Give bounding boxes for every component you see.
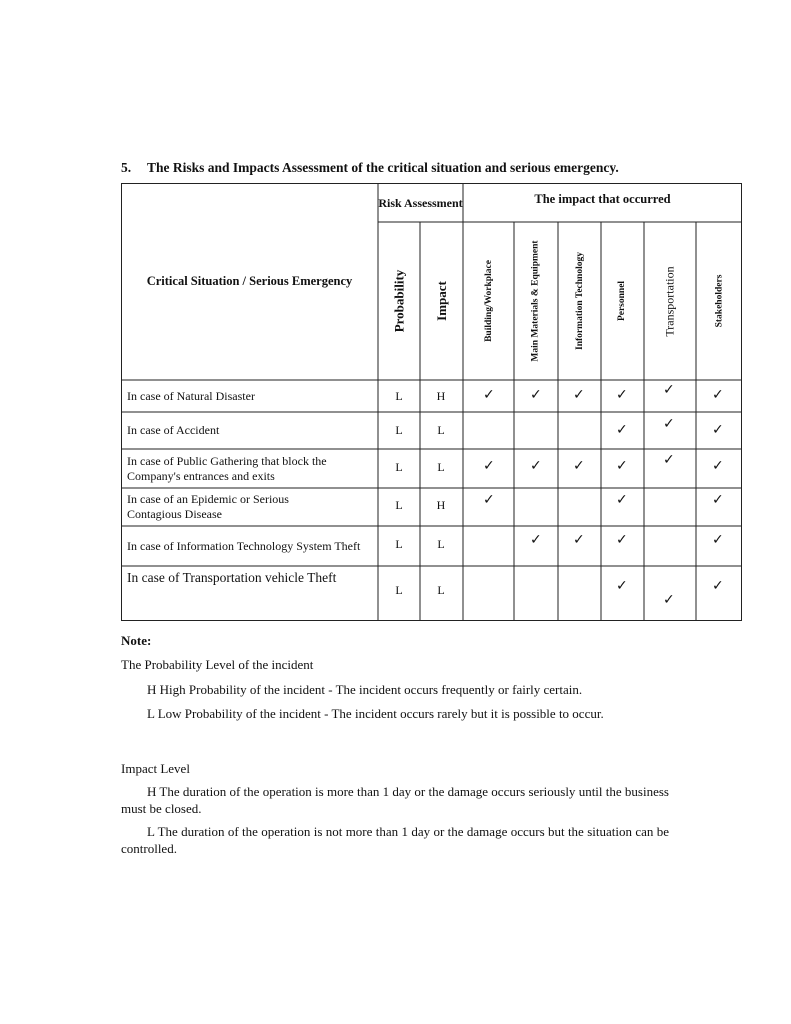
row-label-epidemic: In case of an Epidemic or Serious Contagious Disease <box>127 492 289 521</box>
check-icon: ✓ <box>663 452 675 468</box>
check-icon: ✓ <box>712 387 724 403</box>
impact-high-note: H The duration of the operation is more than 1 day or the damage occurs seriously until the business must be closed. <box>121 784 669 816</box>
impact-header: The impact that occurred <box>534 191 671 206</box>
check-icon: ✓ <box>530 387 542 403</box>
probability-high-note: H High Probability of the incident - The incident occurs frequently or fairly certain. <box>147 682 583 697</box>
check-icon: ✓ <box>663 382 675 398</box>
row-label-public-gathering: In case of Public Gathering that block the Company's entrances and exits <box>127 453 327 483</box>
row-label-vehicle-theft: In case of Transportation vehicle Theft <box>127 569 337 585</box>
risk-assessment-header: Risk Assessment <box>378 195 463 210</box>
col-building-workplace: Building/Workplace <box>483 260 494 342</box>
check-icon: ✓ <box>616 492 628 508</box>
impact-low-note: L The duration of the operation is not more than 1 day or the damage occurs but the situation can be controlled. <box>121 824 669 856</box>
check-icon: ✓ <box>530 532 542 548</box>
cell-impact: H <box>436 498 446 512</box>
row-label-natural-disaster: In case of Natural Disaster <box>127 388 255 403</box>
col-transportation: Transportation <box>662 265 677 337</box>
cell-impact: H <box>436 389 446 403</box>
cell-probability: L <box>395 389 403 403</box>
section-title: The Risks and Impacts Assessment of the critical situation and serious emergency. <box>147 160 619 175</box>
check-icon: ✓ <box>530 458 542 474</box>
section-heading <box>121 160 619 176</box>
probability-low-note: L Low Probability of the incident - The incident occurs rarely but it is possible to occur. <box>147 706 604 721</box>
col-personnel: Personnel <box>617 280 628 322</box>
probability-heading: The Probability Level of the incident <box>121 657 314 672</box>
section-number: 5. <box>121 160 132 175</box>
check-icon: ✓ <box>483 387 495 403</box>
col-main-materials: Main Materials & Equipment <box>531 240 541 362</box>
check-icon: ✓ <box>616 458 628 474</box>
cell-impact: L <box>437 537 445 551</box>
check-icon: ✓ <box>573 458 585 474</box>
cell-probability: L <box>395 583 403 597</box>
check-icon: ✓ <box>616 532 628 548</box>
check-icon: ✓ <box>712 422 724 438</box>
cell-probability: L <box>395 537 403 551</box>
cell-probability: L <box>395 423 403 437</box>
cell-probability: L <box>395 460 403 474</box>
check-icon: ✓ <box>712 458 724 474</box>
note-title: Note: <box>121 633 152 648</box>
check-icon: ✓ <box>616 387 628 403</box>
cell-impact: L <box>437 583 445 597</box>
impact-heading: Impact Level <box>121 761 190 776</box>
check-icon: ✓ <box>663 592 675 608</box>
risk-impact-table <box>121 183 742 621</box>
check-icon: ✓ <box>573 532 585 548</box>
check-icon: ✓ <box>573 387 585 403</box>
cell-impact: L <box>437 460 445 474</box>
col-probability: Probability <box>391 269 407 333</box>
check-icon: ✓ <box>616 578 628 594</box>
col-stakeholders: Stakeholders <box>714 274 725 328</box>
col-impact: Impact <box>433 281 449 321</box>
row-header: Critical Situation / Serious Emergency <box>146 274 353 288</box>
row-label-accident: In case of Accident <box>127 423 220 437</box>
check-icon: ✓ <box>712 578 724 594</box>
col-information-technology: Information Technology <box>574 252 585 350</box>
row-label-it-theft: In case of Information Technology System Theft <box>127 538 361 553</box>
check-icon: ✓ <box>712 532 724 548</box>
cell-impact: L <box>437 423 445 437</box>
cell-probability: L <box>395 498 403 512</box>
check-icon: ✓ <box>483 492 495 508</box>
check-icon: ✓ <box>712 492 724 508</box>
check-icon: ✓ <box>483 458 495 474</box>
check-icon: ✓ <box>616 422 628 438</box>
check-icon: ✓ <box>663 416 675 432</box>
